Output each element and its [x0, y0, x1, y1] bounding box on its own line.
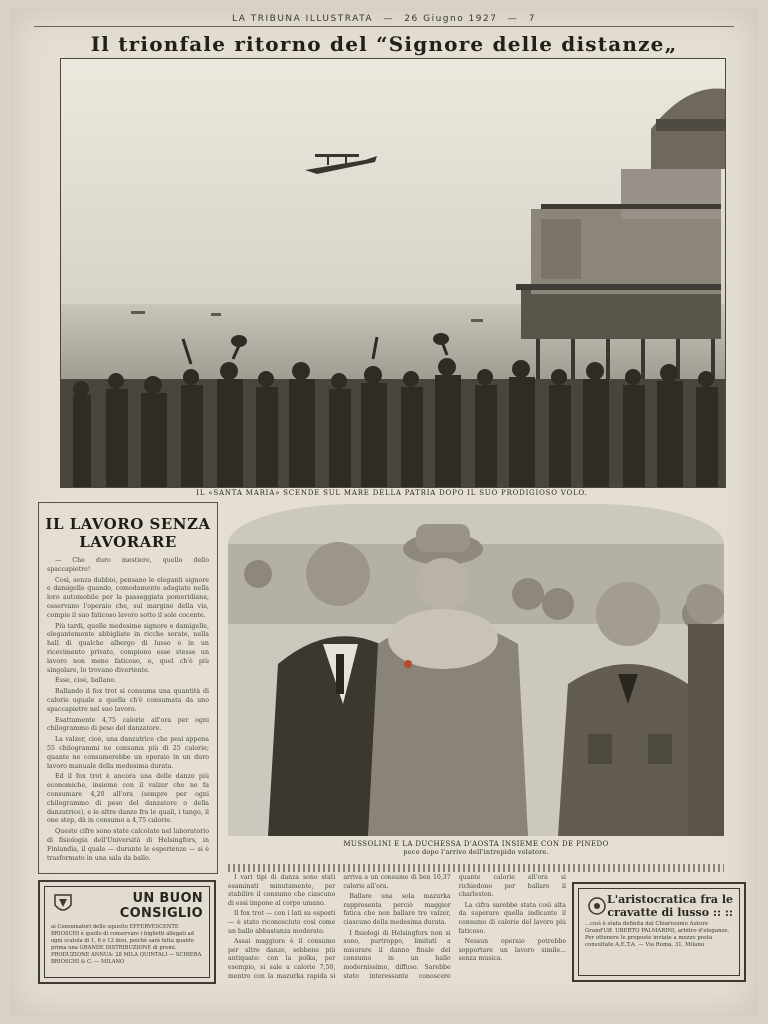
ad-left-title: UN BUON CONSIGLIO [119, 891, 203, 921]
continued-paragraph: Nessun operaio potrebbe sopportare un lavoro simile... senza musica. [458, 938, 566, 963]
mid-caption-line2: poco dopo l'arrivo dell'intrepido volatore. [403, 848, 549, 856]
continued-paragraph: La cifra sarebbe stata così alta da superare quella indicante il consumo di calorie del lavoro più faticoso. [458, 901, 566, 935]
page-title: Il trionfale ritorno del “Signore delle distanze„ [90, 32, 678, 56]
article-paragraph: Ed il fox trot è ancora una delle danze più economiche, insieme con il valzer che ne fa consumare 4,20 all'ora (sempre per ogni chilogrammo di peso del danzatore o della danzatrice), e le altre danze fra le quali, i tango, il one step, dà in consumo a 4,75 calorie. [47, 773, 209, 825]
article-paragraph: Più tardi, quelle medesime signore e damigelle, elegantemente abbigliate in ricche serate, nella hall di qualche albergo di lusso o in un ricevimento privato, compiono esse stesse un lavoro non meno faticoso, e, quel ch'è più singolare, lo trovano divertente. [47, 622, 209, 674]
seaplane-crowd-illustration [61, 59, 725, 487]
article-paragraph: Queste cifre sono state calcolate nel laboratorio di fisiologia dell'Università di Helsingfors, in Finlandia, il quale — durante le esperienze — si è trasformato in una sala da ballo. [47, 828, 209, 862]
seaplane-arrival-photo [60, 58, 726, 488]
article-paragraph: Così, senza dubbio, pensano le eleganti signore e damigelle quando, comodamente adagiate nella loro automobile per la passeggiata pomeridiana, osservano l'operaio che, sul margine della via, compie il suo faticoso lavoro sotto il sole cocente. [47, 576, 209, 619]
group-portrait-photo [228, 504, 724, 836]
continued-article [228, 874, 566, 984]
ad-left-text: ai Consumatori dello squisito EFFERVESCENTE BRIOSCHI è quello di conservare i biglietti allegati ad ogni scatola di 1, 6 o 12 dosi, poichè sarà fatta quanto prima una GRANDE DISTRIBUZIONE di premi. PRODUZIONE ANNUA: 28 MILA QUINTALI — SCHIERA BRIOSCHI & C. — MILANO [51, 924, 202, 965]
running-head: LA TRIBUNA ILLUSTRATA — 26 Giugno 1927 — 7 [232, 14, 536, 24]
continued-paragraph: Ballare una sola mazurka rappresenta perciò maggior fatica che non ballare tre valzer, ciascuno della medesima durata. [343, 893, 451, 926]
ad-right-text: ...così è stata definita dal Chiarissimo Autore Grand'Uff. UBERTO PALMARINI, arbitro d'eleganze. Per ottenere le proposte inviate a mezzo posta consultate A.E.T.A. — Via Roma, 31, Milano [585, 921, 730, 948]
publication-name: LA TRIBUNA ILLUSTRATA [232, 14, 374, 24]
mid-caption-line1: MUSSOLINI E LA DUCHESSA D'AOSTA INSIEME CON DE PINEDO [343, 840, 609, 848]
top-photo-caption: IL «SANTA MARIA» SCENDE SUL MARE DELLA PATRIA DOPO IL SUO PRODIGIOSO VOLO. [196, 489, 588, 497]
mid-photo-caption [228, 840, 724, 856]
ad-right-title: L'aristocratica fra le cravatte di lusso :: :: [606, 893, 733, 919]
advertisement-cravatte [572, 882, 746, 982]
crest-icon [53, 893, 73, 915]
article-paragraph: Esse, cioè, ballano. [55, 677, 117, 685]
advertisement-brioschi [38, 880, 216, 984]
article-box [38, 502, 218, 874]
header-rule [34, 26, 734, 27]
article-body [39, 557, 217, 863]
newspaper-page [10, 8, 758, 1016]
emblem-icon [587, 895, 607, 917]
article-title: IL LAVORO SENZA LAVORARE [45, 515, 211, 551]
article-paragraph: — Che duro mestiere, quello dello spaccapietre! [47, 557, 209, 573]
article-paragraph: Ballando il fox trot si consuma una quantità di calorie uguale a quella ch'è consumata da uno spaccapietre nel suo lavoro. [47, 688, 209, 713]
group-portrait-illustration [228, 504, 724, 836]
article-paragraph: La valzer, cioè, una danzatrice che pesi appena 55 chilogrammi ne consuma più di 25 calorie; quante ne consumerebbe un operaio in un duro lavoro manuale della medesima durata. [47, 736, 209, 770]
article-paragraph: Esattamente 4,75 calorie all'ora per ogni chilogrammo di peso del danzatore. [47, 716, 209, 733]
issue-date: 26 Giugno 1927 [404, 14, 498, 24]
page-number: 7 [528, 14, 536, 24]
continued-paragraph: I vari tipi di danza sono stati esaminati minutamente, per stabilire il consumo che ciascuno di essi impone al corpo umano. [228, 874, 336, 907]
continued-paragraph: Il fox trot — con i lati su esposti — è stato riconosciuto così come un ballo abbastanza moderato. [228, 910, 336, 935]
ornamental-divider [228, 864, 724, 872]
continued-paragraph: I fisiologi di Helsingfors non si sono, purtroppo, limitati a misurare il danno finale del consumo in un ballo modernissimo, diffuso. Sarebbe stato interessante conoscere quante calorie all'ora si richiedono per ballare il charleston. [343, 874, 566, 980]
continued-paragraph: Assai maggiore è il consumo per altre danze, sebbene più antiquate: con la polka, per esempio, si sale a calorie 7,50, mentre con la mazurka rapida si arriva a un consumo di ben 10,37 calorie all'ora. [228, 874, 451, 980]
